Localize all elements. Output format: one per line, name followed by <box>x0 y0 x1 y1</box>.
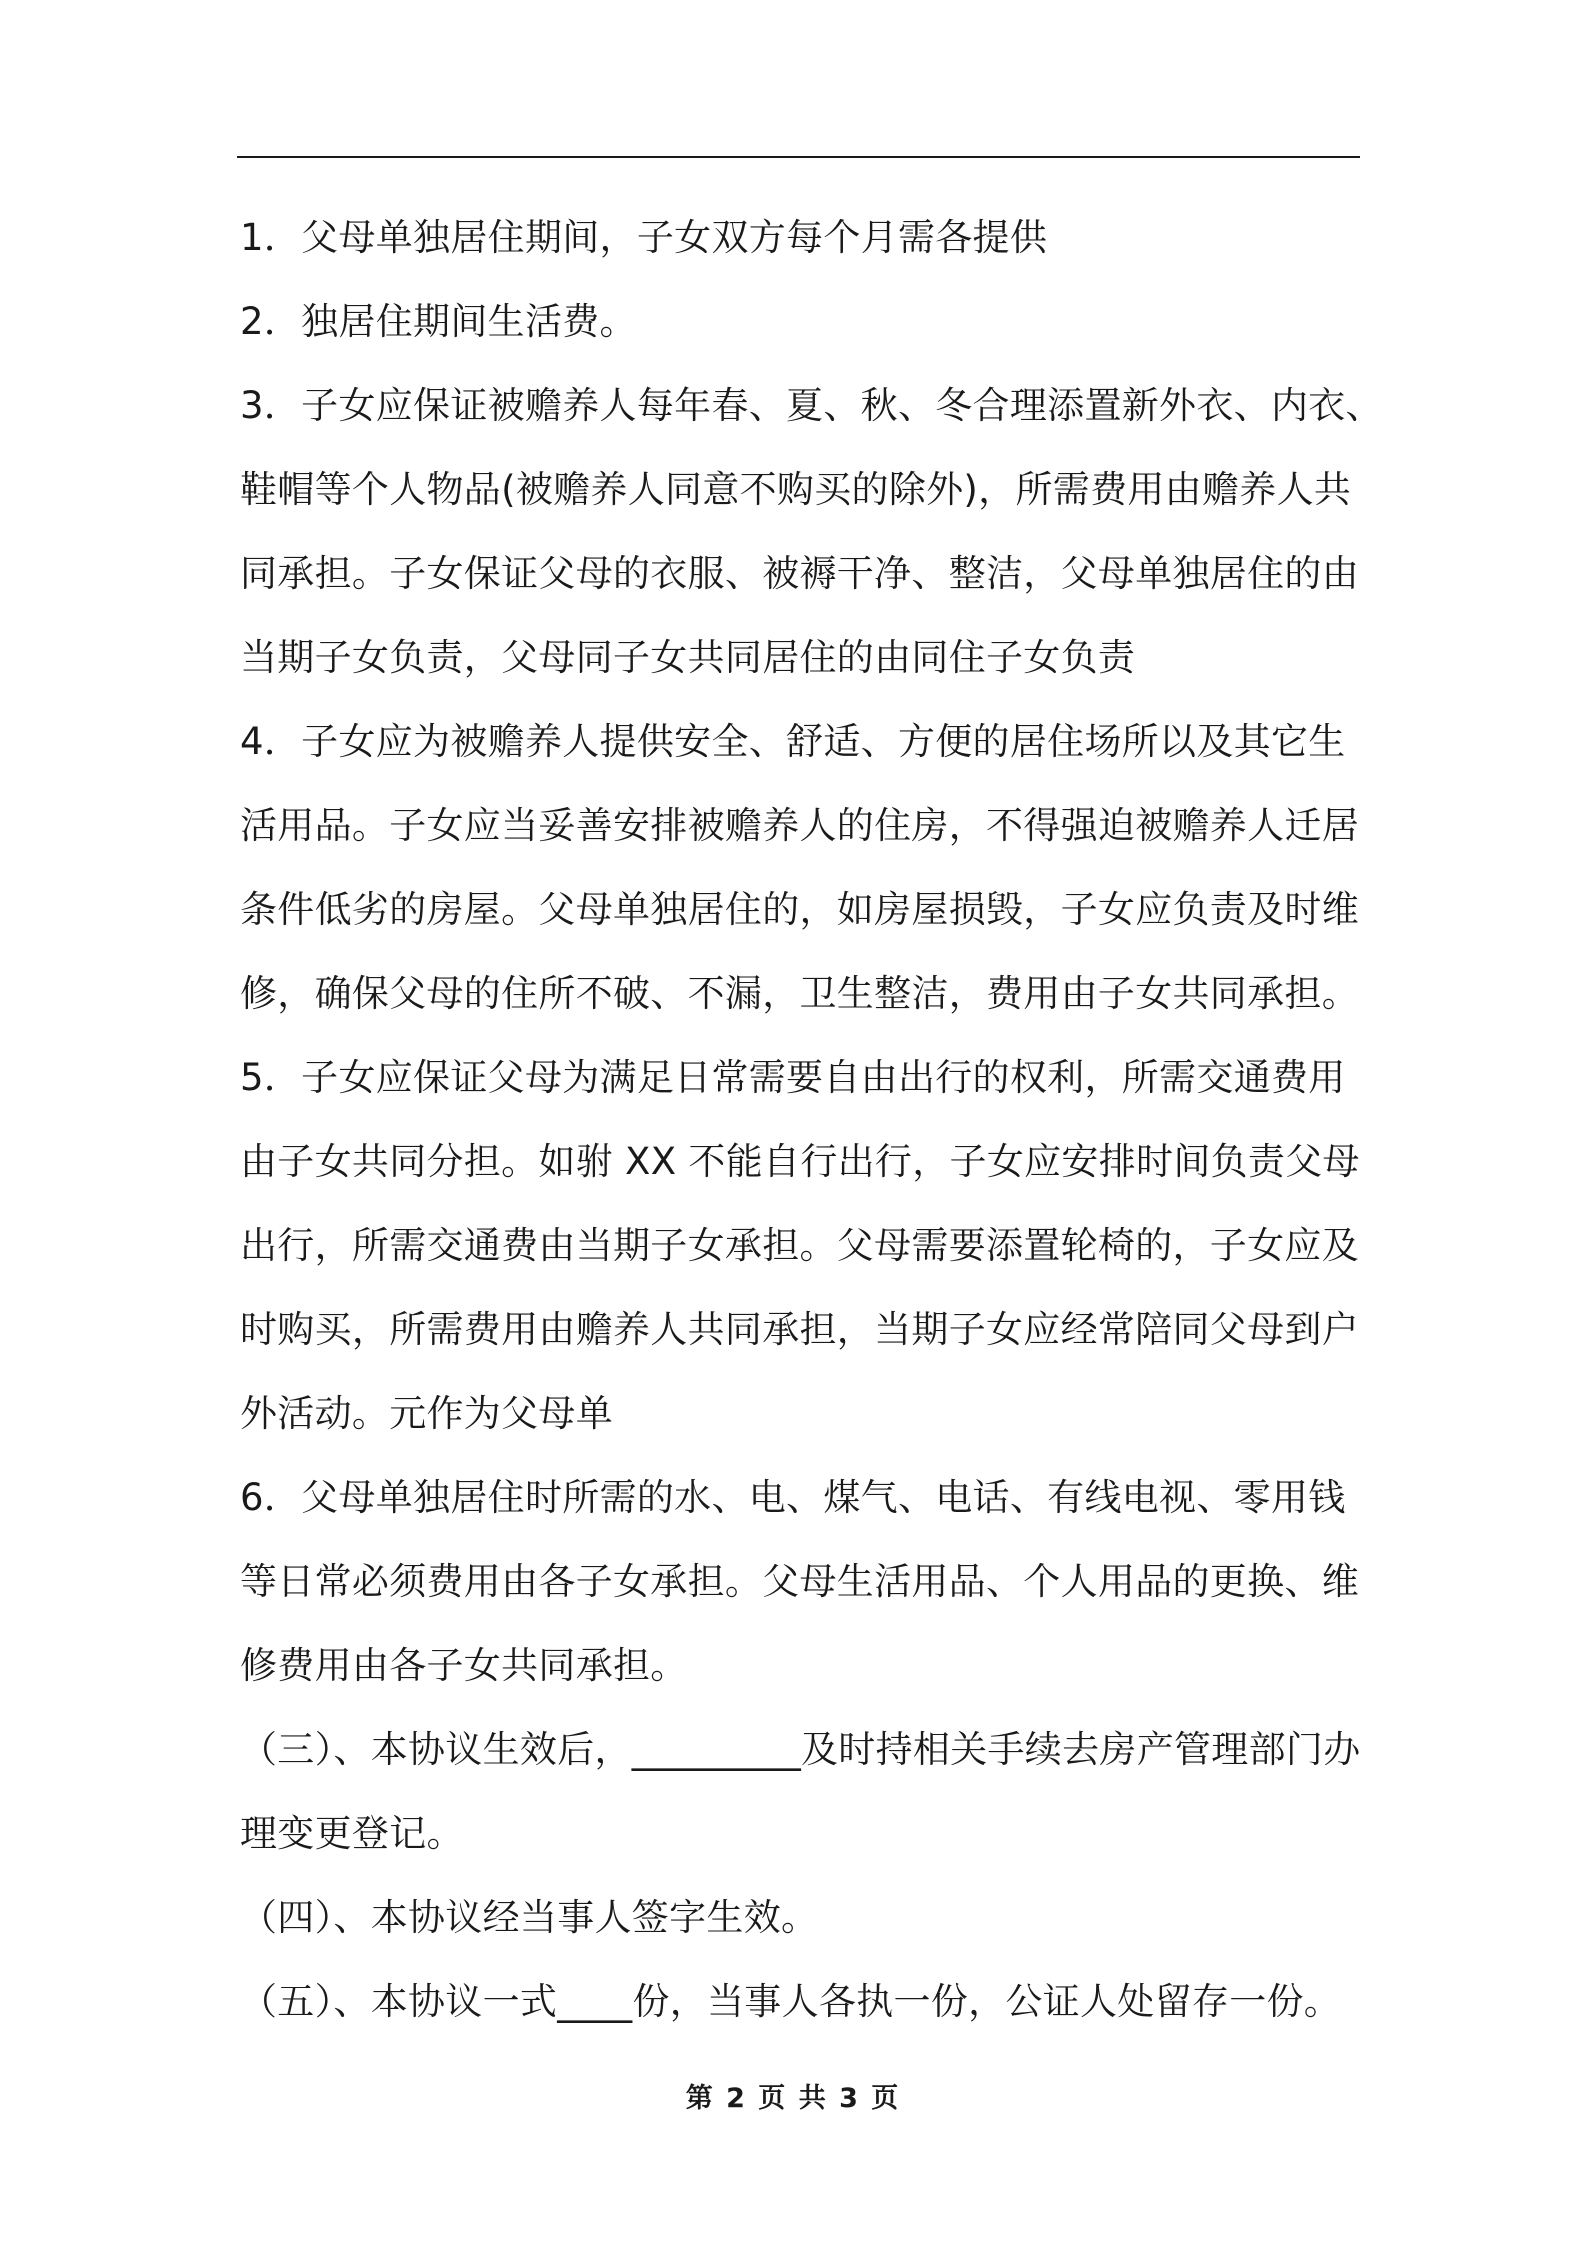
clause-line: （四）、本协议经当事人签字生效。 <box>240 1896 819 1939</box>
clause-line: 修费用由各子女共同承担。 <box>240 1644 688 1687</box>
clause-line: 等日常必须费用由各子女承担。父母生活用品、个人用品的更换、维 <box>240 1560 1359 1603</box>
clause-line: 6．父母单独居住时所需的水、电、煤气、电话、有线电视、零用钱 <box>240 1476 1346 1519</box>
clause-line: 由子女共同分担。如驸 XX 不能自行出行，子女应安排时间负责父母 <box>240 1140 1360 1183</box>
agreement-body <box>240 196 1383 2044</box>
clause-line: 活用品。子女应当妥善安排被赡养人的住房，不得强迫被赡养人迁居 <box>240 804 1359 847</box>
clause-line: 修，确保父母的住所不破、不漏，卫生整洁，费用由子女共同承担。 <box>240 972 1359 1015</box>
clause-line: （五）、本协议一式____份，当事人各执一份，公证人处留存一份。 <box>240 1980 1342 2023</box>
clause-line: 鞋帽等个人物品(被赡养人同意不购买的除外)，所需费用由赡养人共 <box>240 468 1352 511</box>
clause-line: 外活动。元作为父母单 <box>240 1392 613 1435</box>
clause-line: （三）、本协议生效后，_________及时持相关手续去房产管理部门办 <box>240 1728 1361 1771</box>
clause-line: 同承担。子女保证父母的衣服、被褥干净、整洁，父母单独居住的由 <box>240 552 1359 595</box>
clause-line: 5．子女应保证父母为满足日常需要自由出行的权利，所需交通费用 <box>240 1056 1346 1099</box>
clause-line: 当期子女负责，父母同子女共同居住的由同住子女负责 <box>240 636 1136 679</box>
clause-line: 1．父母单独居住期间，子女双方每个月需各提供 <box>240 216 1048 259</box>
clause-line: 2．独居住期间生活费。 <box>240 300 637 343</box>
page-number-footer: 第 2 页 共 3 页 <box>685 2083 901 2114</box>
clause-line: 理变更登记。 <box>240 1812 464 1855</box>
header-rule <box>237 156 1360 158</box>
clause-line: 时购买，所需费用由赡养人共同承担，当期子女应经常陪同父母到户 <box>240 1308 1359 1351</box>
clause-line: 出行，所需交通费由当期子女承担。父母需要添置轮椅的，子女应及 <box>240 1224 1359 1267</box>
clause-line: 4．子女应为被赡养人提供安全、舒适、方便的居住场所以及其它生 <box>240 720 1346 763</box>
clause-line: 3．子女应保证被赡养人每年春、夏、秋、冬合理添置新外衣、内衣、 <box>240 384 1383 427</box>
clause-line: 条件低劣的房屋。父母单独居住的，如房屋损毁，子女应负责及时维 <box>240 888 1359 931</box>
